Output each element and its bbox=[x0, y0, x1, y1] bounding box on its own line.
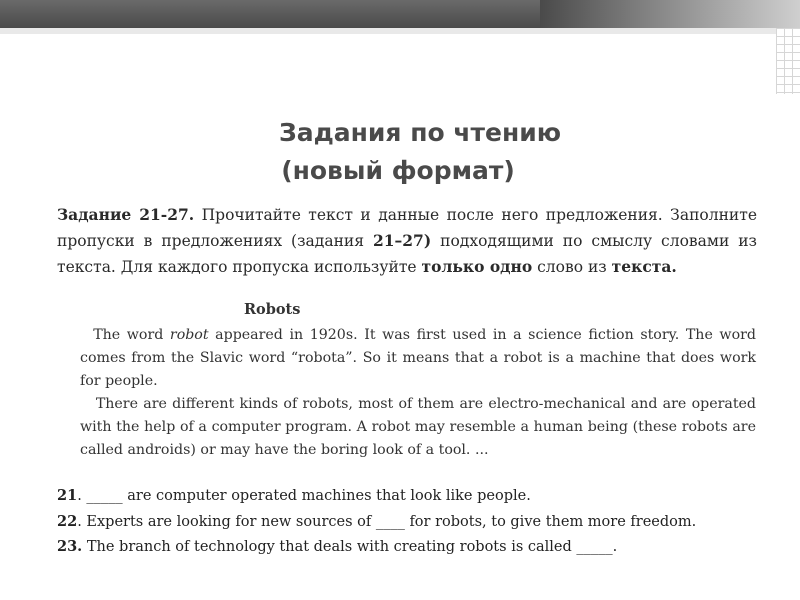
p2-text: There are different kinds of robots, most of them are electro-mechanical and are operated with the help of a computer program. A robot may resemble a human being (these robots are called androids) or may have the boring look of a tool. ... bbox=[80, 396, 757, 458]
question-number: 22 bbox=[57, 513, 78, 530]
task-bold-2: текста. bbox=[611, 257, 677, 276]
task-text-1: Прочитайте текст и данные после него предложения. Заполните пропуски в предложениях (задания bbox=[57, 206, 757, 250]
question-22 bbox=[57, 513, 696, 530]
question-number: 23. bbox=[57, 538, 83, 555]
p1-start: The word bbox=[93, 327, 170, 343]
top-bar-highlight bbox=[540, 0, 800, 28]
task-text-2: подходящими по смыслу словами из текста. Для каждого пропуска используйте bbox=[57, 232, 757, 276]
corner-grid-decoration bbox=[776, 28, 800, 94]
question-number: 21 bbox=[57, 487, 78, 504]
task-bold-1: только одно bbox=[421, 257, 533, 276]
reading-paragraph-1 bbox=[80, 324, 756, 393]
question-sep: . bbox=[77, 514, 82, 530]
question-21 bbox=[57, 487, 531, 504]
question-text: The branch of technology that deals with creating robots is called _____. bbox=[82, 539, 618, 555]
question-23 bbox=[57, 538, 617, 555]
task-range: 21–27) bbox=[372, 231, 432, 250]
p1-italic-word: robot bbox=[169, 327, 209, 343]
top-bar bbox=[0, 0, 800, 28]
slide-title-line2: (новый формат) bbox=[281, 156, 515, 185]
question-text: Experts are looking for new sources of ____ for robots, to give them more freedom. bbox=[81, 514, 697, 530]
task-label: Задание 21-27. bbox=[57, 205, 195, 224]
reading-heading: Robots bbox=[244, 301, 301, 318]
reading-paragraph-2 bbox=[80, 393, 756, 462]
question-sep: . bbox=[77, 488, 82, 504]
slide-title-line1: Задания по чтению bbox=[278, 118, 562, 147]
question-text: _____ are computer operated machines that look like people. bbox=[81, 488, 531, 504]
sub-bar bbox=[0, 28, 776, 34]
task-instructions bbox=[57, 202, 757, 280]
p1-rest: appeared in 1920s. It was first used in a science fiction story. The word comes from the Slavic word “robota”. So it means that a robot is a machine that does work for people. bbox=[80, 327, 756, 389]
task-text-3: слово из bbox=[532, 258, 612, 276]
